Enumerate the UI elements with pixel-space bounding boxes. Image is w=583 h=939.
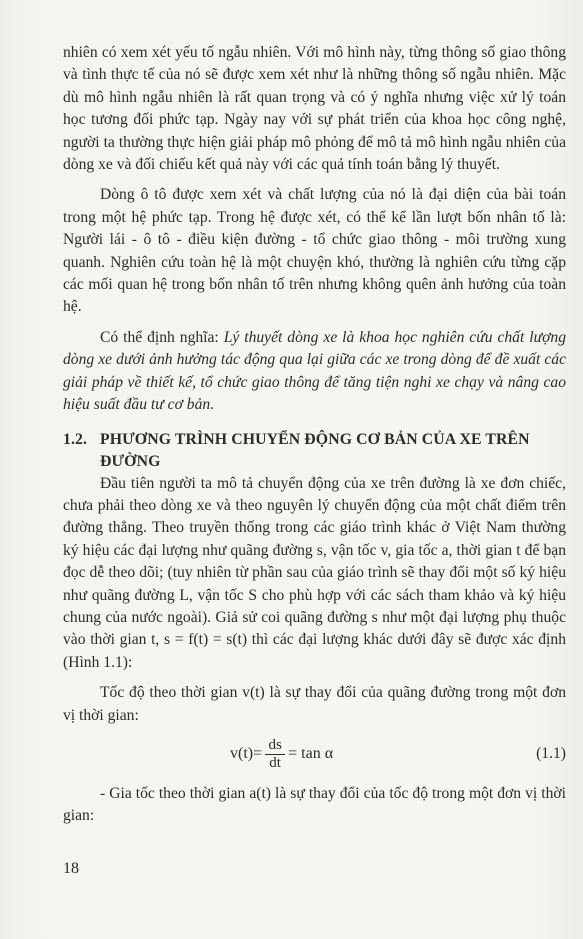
fraction-denominator: dt bbox=[269, 754, 281, 771]
paragraph-acceleration: - Gia tốc theo thời gian a(t) là sự thay đổi của tốc độ trong một đơn vị thời gian: bbox=[63, 784, 566, 825]
equation-fraction bbox=[265, 737, 285, 772]
paragraph-motion-description: Đầu tiên người ta mô tả chuyển động của xe trên đường là xe đơn chiếc, chưa phải theo dòng xe và theo nguyên lý chuyển động của một chất điểm trên đường thẳng. Theo truyền thống trong các giáo trình khác ở Việt Nam thường ký hiệu các đại lượng như quãng đường s, vận tốc v, gia tốc a, thời gian t để bạn đọc dễ theo dõi; (tuy nhiên từ phần sau của giáo trình sẽ thay đổi một số ký hiệu như quãng đường L, vận tốc S cho phù hợp với các sách tham khảo và ký hiệu chung của nước ngoài). Giả sử coi quãng đường s như một đại lượng phụ thuộc vào thời gian t, s = f(t) = s(t) thì các đại lượng khác dưới đây sẽ được xác định (Hình 1.1): bbox=[63, 474, 566, 671]
paragraph-velocity: Tốc độ theo thời gian v(t) là sự thay đổi của quãng đường trong một đơn vị thời gian: bbox=[63, 684, 566, 724]
page-number: 18 bbox=[63, 860, 79, 877]
definition-lead: Có thể định nghĩa: bbox=[100, 328, 224, 346]
equation-rhs: = tan α bbox=[288, 745, 334, 763]
section-title: PHƯƠNG TRÌNH CHUYỂN ĐỘNG CƠ BẢN CỦA XE TRÊN ĐƯỜNG bbox=[100, 430, 530, 470]
page-body bbox=[63, 42, 566, 828]
equation-number: (1.1) bbox=[536, 744, 566, 762]
paragraph-traffic-system: Dòng ô tô được xem xét và chất lượng của nó là đại diện của bài toán trong một hệ phức tạp. Trong hệ được xét, có thể kể lần lượt bốn nhân tố là: Người lái - ô tô - điều kiện đường - tổ chức giao thông - môi trường xung quanh. Nghiên cứu toàn hệ là một chuyện khó, thường là nghiên cứu từng cặp các mối quan hệ trong bốn nhân tố trên nhưng không quên ảnh hưởng của toàn hệ. bbox=[63, 186, 566, 316]
section-heading bbox=[63, 429, 566, 473]
paragraph-stochastic-model: nhiên có xem xét yếu tố ngẫu nhiên. Với mô hình này, từng thông số giao thông và tình thực tế của nó sẽ được xem xét như là những thông số ngẫu nhiên. Mặc dù mô hình ngẫu nhiên là rất quan trọng và có ý nghĩa nhưng việc xử lý toán học tương đối phức tạp. Ngày nay với sự phát triển của khoa học công nghệ, người ta thường thực hiện giải pháp mô phỏng để mô tả mô hình ngẫu nhiên của dòng xe và đối chiếu kết quả này với các quả tính toán bằng lý thuyết. bbox=[63, 44, 566, 174]
equation-lhs: v(t)= bbox=[230, 745, 263, 763]
section-number: 1.2. bbox=[63, 430, 88, 448]
definition-italic: Lý thuyết dòng xe là khoa học nghiên cứu chất lượng dòng xe dưới ảnh hưởng tác động qua lại giữa các xe trong dòng để đề xuất các giải pháp về thiết kế, tổ chức giao thông để tăng tiện nghi xe chạy và nâng cao hiệu suất đầu tư cơ bản. bbox=[63, 328, 567, 414]
paragraph-definition bbox=[63, 327, 566, 417]
equation-expression bbox=[230, 737, 333, 772]
equation-1-1 bbox=[63, 731, 566, 779]
fraction-numerator: ds bbox=[268, 736, 282, 753]
